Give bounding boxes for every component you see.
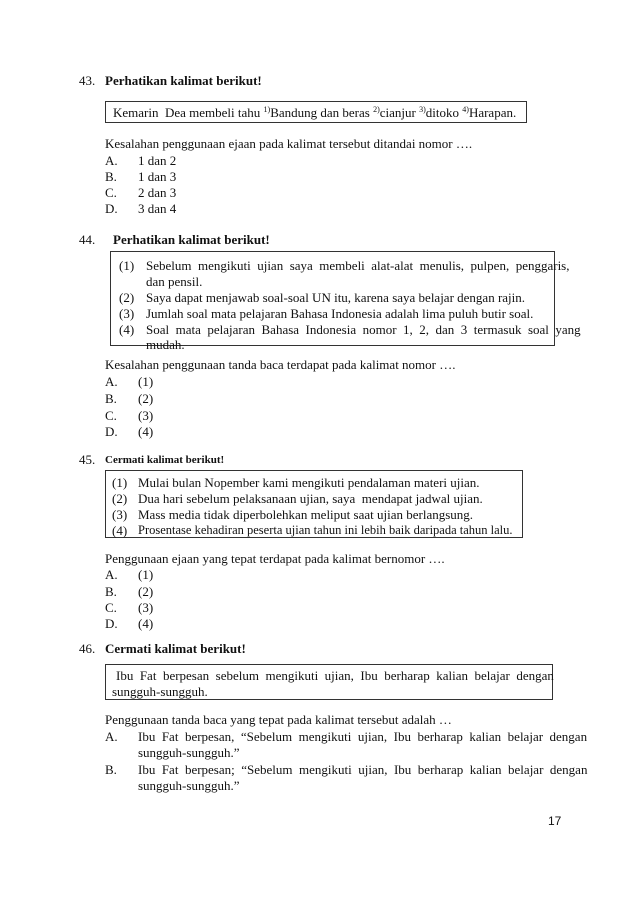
option-letter: B. [105, 762, 117, 777]
option-letter: B. [105, 169, 117, 184]
item-text: Mass media tidak diperbolehkan meliput saat ujian berlangsung. [138, 507, 474, 522]
item-text: Dua hari sebelum pelaksanaan ujian, saya mendapat jadwal ujian. [138, 491, 483, 506]
question-text: Penggunaan tanda baca yang tepat pada kalimat tersebut adalah … [105, 712, 452, 727]
option-text: (2) [138, 584, 154, 599]
option-text: sungguh-sungguh.” [138, 745, 240, 760]
option-text: 2 dan 3 [138, 185, 177, 200]
sentence-line: sungguh-sungguh. [112, 684, 208, 699]
question-text: Kesalahan penggunaan ejaan pada kalimat tersebut ditandai nomor …. [105, 136, 473, 151]
option-letter: B. [105, 584, 117, 599]
option-letter: D. [105, 201, 118, 216]
option-text: Ibu Fat berpesan; “Sebelum mengikuti ujian, Ibu berharap kalian belajar dengan [138, 762, 588, 777]
sentence-text: Kemarin Dea membeli tahu $^{1)}$Bandung dan beras $^{2)}$cianjur $^{3)}$ditoko $^{4)}$Harapan. [113, 105, 517, 120]
question-number: 45. [79, 452, 96, 467]
item-number: (4) [119, 322, 135, 337]
question-instruction: Perhatikan kalimat berikut! [105, 73, 262, 88]
item-text: Jumlah soal mata pelajaran Bahasa Indonesia adalah lima puluh butir soal. [146, 306, 534, 321]
page-number: 17 [548, 814, 562, 828]
option-text: (3) [138, 408, 154, 423]
option-letter: A. [105, 374, 118, 389]
question-instruction: Cermati kalimat berikut! [105, 641, 246, 656]
question-text: Kesalahan penggunaan tanda baca terdapat pada kalimat nomor …. [105, 357, 456, 372]
sentence-box [105, 664, 553, 700]
item-text: Mulai bulan Nopember kami mengikuti pendalaman materi ujian. [138, 475, 480, 490]
option-letter: C. [105, 185, 117, 200]
option-text: 3 dan 4 [138, 201, 177, 216]
sentence-list-box [105, 470, 523, 538]
option-text: sungguh-sungguh.” [138, 778, 240, 793]
option-text: 1 dan 2 [138, 153, 177, 168]
item-text: Sebelum mengikuti ujian saya membeli alat-alat menulis, pulpen, penggaris, [146, 258, 570, 273]
item-number: (1) [119, 258, 135, 273]
item-text: Prosentase kehadiran peserta ujian tahun ini lebih baik daripada tahun lalu. [138, 523, 513, 537]
item-text: dan pensil. [146, 274, 203, 289]
question-number: 43. [79, 73, 96, 88]
option-text: 1 dan 3 [138, 169, 177, 184]
option-letter: C. [105, 408, 117, 423]
item-number: (2) [119, 290, 135, 305]
item-number: (4) [112, 523, 128, 538]
sentence-list-box [110, 251, 581, 352]
item-text: Saya dapat menjawab soal-soal UN itu, karena saya belajar dengan rajin. [146, 290, 526, 305]
sentence-box [105, 101, 527, 123]
item-number: (3) [112, 507, 128, 522]
item-text: Soal mata pelajaran Bahasa Indonesia nomor 1, 2, dan 3 termasuk soal yang [146, 322, 581, 337]
option-letter: C. [105, 600, 117, 615]
sentence-line: Ibu Fat berpesan sebelum mengikuti ujian, Ibu berharap kalian belajar dengan [116, 668, 554, 683]
item-number: (3) [119, 306, 135, 321]
question-number: 44. [79, 232, 96, 247]
option-text: (1) [138, 374, 154, 389]
question-instruction: Perhatikan kalimat berikut! [113, 232, 270, 247]
option-letter: A. [105, 153, 118, 168]
question-number: 46. [79, 641, 96, 656]
item-number: (1) [112, 475, 128, 490]
item-number: (2) [112, 491, 128, 506]
option-text: Ibu Fat berpesan, “Sebelum mengikuti ujian, Ibu berharap kalian belajar dengan [138, 729, 588, 744]
option-text: (4) [138, 424, 154, 439]
question-text: Penggunaan ejaan yang tepat terdapat pada kalimat bernomor …. [105, 551, 445, 566]
option-letter: A. [105, 729, 118, 744]
question-instruction: Cermati kalimat berikut! [105, 454, 225, 466]
option-text: (4) [138, 616, 154, 631]
option-text: (1) [138, 567, 154, 582]
item-text: mudah. [146, 337, 185, 352]
option-text: (3) [138, 600, 154, 615]
option-text: (2) [138, 391, 154, 406]
option-letter: D. [105, 424, 118, 439]
option-letter: B. [105, 391, 117, 406]
option-letter: A. [105, 567, 118, 582]
option-letter: D. [105, 616, 118, 631]
